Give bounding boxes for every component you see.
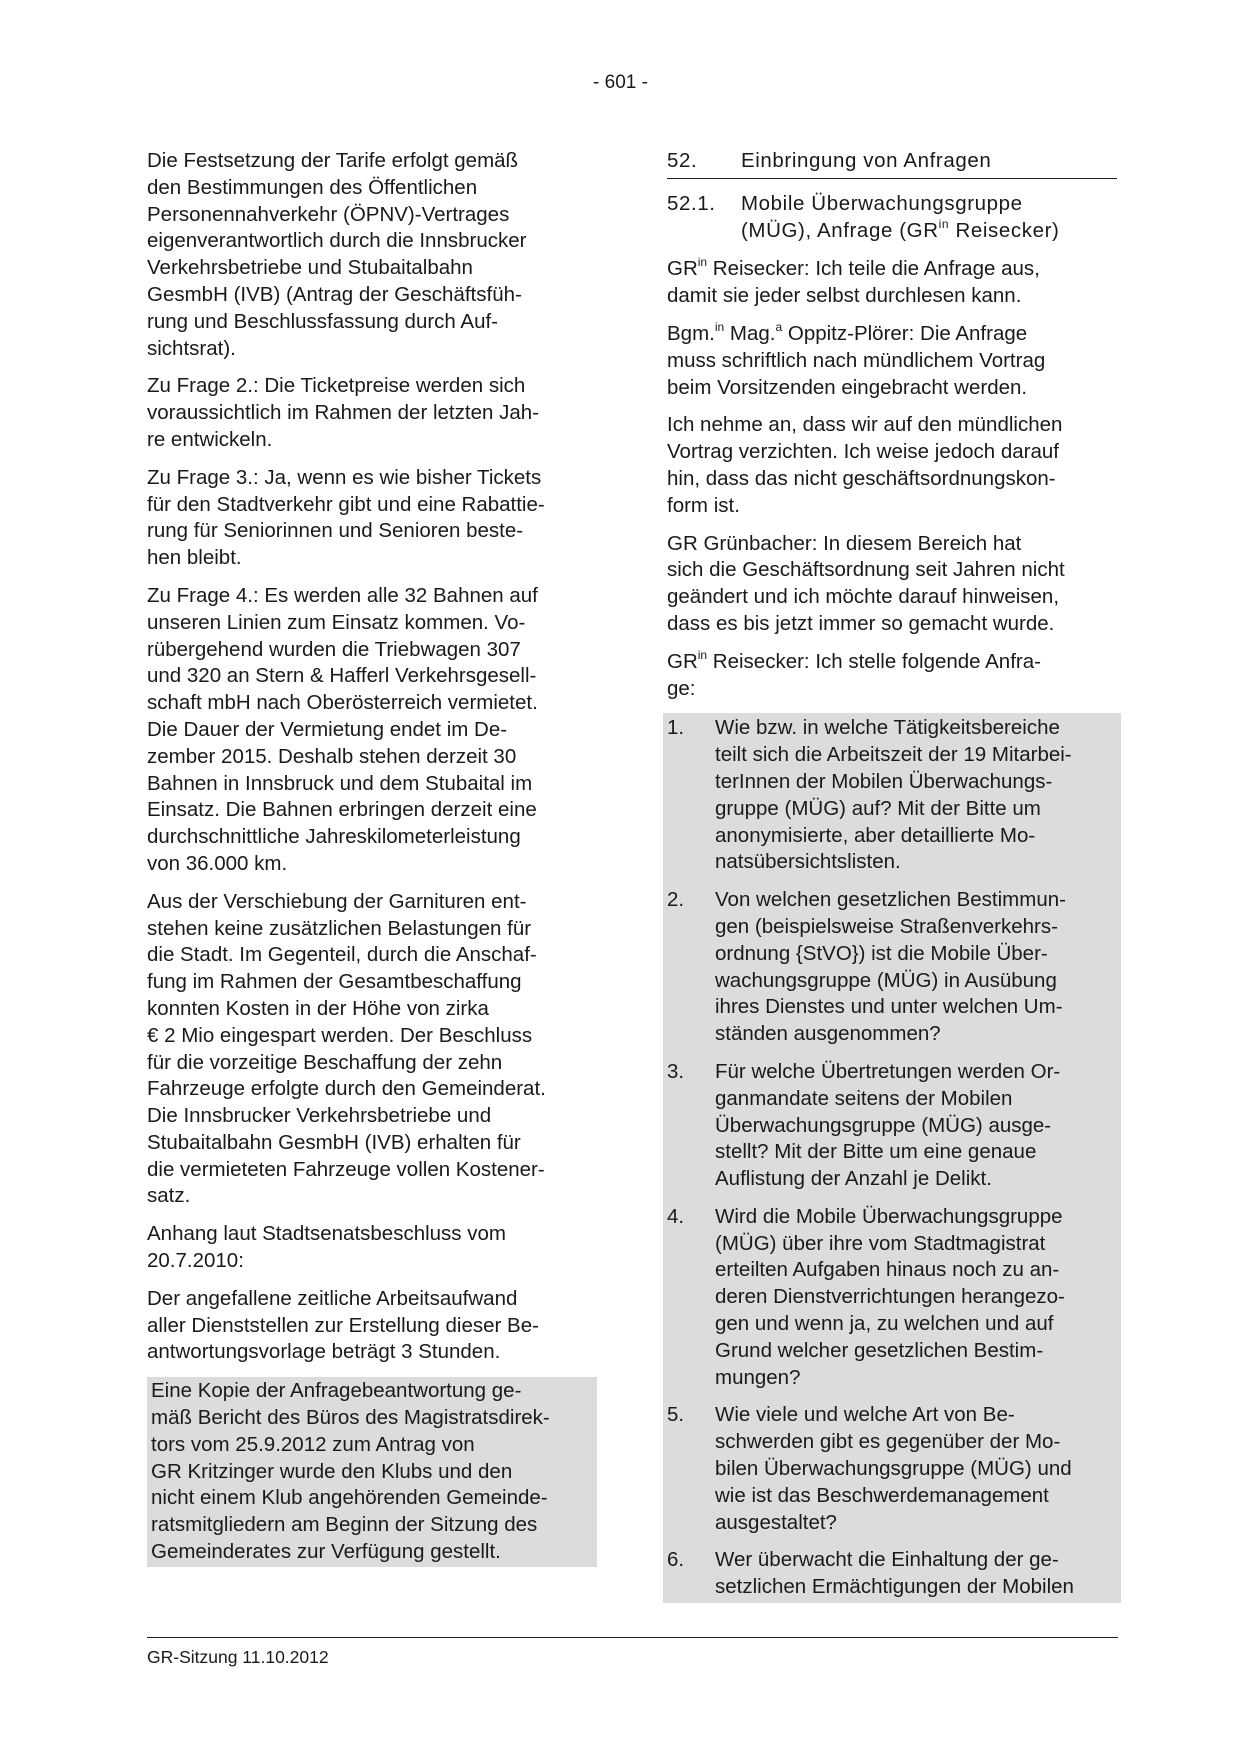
text-line: ratsmitgliedern am Beginn der Sitzung des [151,1513,538,1537]
list-item: 4. Wird die Mobile Überwachungsgruppe (MÜG) über ihre vom Stadtmagistrat erteilten Aufgaben hinaus noch zu an- deren Dienstverrichtungen herangezo- gen und wenn ja, zu welchen und auf Grund welcher gesetzlichen Bestim- mungen? [667,1204,1065,1389]
text-line: Die Dauer der Vermietung endet im De- [147,717,508,741]
text-line: ganmandate seitens der Mobilen [715,1086,1013,1110]
footer-divider [147,1637,1118,1638]
list-item: 6. Wer überwacht die Einhaltung der ge- setzlichen Ermächtigungen der Mobilen [667,1548,1074,1599]
text-line: € 2 Mio eingespart werden. Der Beschluss [147,1023,533,1047]
text-line: den Bestimmungen des Öffentlichen [147,175,478,199]
text-line: GR Grünbacher: In diesem Bereich hat [667,531,1022,555]
text-line: Stubaitalbahn GesmbH (IVB) erhalten für [147,1130,521,1154]
text-line: Vortrag verzichten. Ich weise jedoch darauf [667,440,1059,464]
paragraph-appendix [147,1221,597,1275]
text-line: Wird die Mobile Überwachungsgruppe [715,1204,1063,1228]
text-line: Die Festsetzung der Tarife erfolgt gemäß [147,149,519,172]
section-number: 52. [667,149,698,172]
text-line: Gemeinderates zur Verfügung gestellt. [151,1540,501,1564]
text-line: unseren Linien zum Einsatz kommen. Vo- [147,610,526,634]
text-line: dass es bis jetzt immer so gemacht wurde. [667,611,1055,635]
text-line: Grund welcher gesetzlichen Bestim- [715,1338,1044,1362]
text-line: Verkehrsbetriebe und Stubaitalbahn [147,256,473,280]
subsection-heading [667,191,1117,245]
paragraph-question-3 [147,465,597,572]
text-line: terInnen der Mobilen Überwachungs- [715,769,1053,793]
text-line: setzlichen Ermächtigungen der Mobilen [715,1575,1074,1599]
text-line: GesmbH (IVB) (Antrag der Geschäftsfüh- [147,282,522,306]
paragraph-mayor: Bgm.$^{in}$ Mag.$^a$ Oppitz-Plörer: Die Anfrage muss schriftlich nach mündlichem Vortrag beim Vorsitzenden eingebracht werden. [667,319,1046,399]
text-line: schwerden gibt es gegenüber der Mo- [715,1430,1061,1454]
subsection-title: Mobile Überwachungsgruppe (MÜG), Anfrage ($GR^{in}$ Reisecker) [741,191,1060,242]
text-line: sich die Geschäftsordnung seit Jahren nicht [667,558,1065,582]
text-line: Zu Frage 4.: Es werden alle 32 Bahnen auf [147,583,538,607]
text-line: Von welchen gesetzlichen Bestimmun- [715,888,1066,912]
page-number: - 601 - [593,72,648,93]
paragraph-oral-presentation [667,412,1117,519]
text-line: Aus der Verschiebung der Garnituren ent- [147,889,527,913]
text-line: Für welche Übertretungen werden Or- [715,1059,1061,1083]
text-line: Auflistung der Anzahl je Delikt. [715,1167,992,1191]
text-line: Wie bzw. in welche Tätigkeitsbereiche [715,716,1060,740]
text-line: Personennahverkehr (ÖPNV)-Vertrages [147,202,510,226]
section-heading [667,148,1117,179]
text-line: gen und wenn ja, zu welchen und auf [715,1312,1054,1336]
text-line: rung für Seniorinnen und Senioren beste- [147,519,524,543]
text-line: gruppe (MÜG) auf? Mit der Bitte um [715,796,1041,820]
question-list [663,713,1121,1603]
text-line: Bahnen in Innsbruck und dem Stubaital im [147,771,533,795]
text-line: Wer überwacht die Einhaltung der ge- [715,1548,1059,1572]
paragraph-reisecker-1: $GR^{in}$ Reisecker: Ich teile die Anfrage aus, damit sie jeder selbst durchlesen kann. [667,255,1040,308]
text-line: nicht einem Klub angehörenden Gemeinde- [151,1486,548,1510]
paragraph-relocation [147,889,597,1211]
list-item: 1. Wie bzw. in welche Tätigkeitsbereiche teilt sich die Arbeitszeit der 19 Mitarbei- terInnen der Mobilen Überwachungs- gruppe (MÜG) auf? Mit der Bitte um anonymisierte, aber detaillierte Mo- natsübersichtslisten. [667,716,1072,874]
text-line: die vermieteten Fahrzeuge vollen Kostener- [147,1157,545,1181]
text-line: Der angefallene zeitliche Arbeitsaufwand [147,1286,518,1310]
paragraph-copy-notice [147,1377,597,1567]
text-line: stehen keine zusätzlichen Belastungen für [147,916,532,940]
paragraph-workload [147,1286,597,1366]
text-line: hin, dass das nicht geschäftsordnungskon- [667,466,1056,490]
text-line: re entwickeln. [147,427,273,451]
text-line: tors vom 25.9.2012 zum Antrag von [151,1432,475,1456]
paragraph-question-4 [147,583,597,878]
text-line: Überwachungsgruppe (MÜG) ausge- [715,1113,1052,1137]
paragraph-reisecker-2: $GR^{in}$ Reisecker: Ich stelle folgende Anfra- ge: [667,647,1041,700]
footer-session-date: GR-Sitzung 11.10.2012 [147,1647,329,1667]
right-column [667,148,1117,1603]
text-line: deren Dienstverrichtungen herangezo- [715,1285,1065,1309]
text-line: mungen? [715,1365,801,1389]
text-line: für den Stadtverkehr gibt und eine Rabattie- [147,492,545,516]
text-line: natsübersichtslisten. [715,850,901,874]
text-line: Zu Frage 3.: Ja, wenn es wie bisher Tickets [147,465,542,489]
text-line: geändert und ich möchte darauf hinweisen, [667,585,1060,609]
text-line: eigenverantwortlich durch die Innsbrucker [147,229,527,253]
text-line: mäß Bericht des Büros des Magistratsdirek- [151,1406,550,1430]
left-column [147,148,597,1578]
text-line: Eine Kopie der Anfragebeantwortung ge- [151,1379,522,1403]
text-line: Anhang laut Stadtsenatsbeschluss vom [147,1222,506,1246]
list-item: 3. Für welche Übertretungen werden Or- ganmandate seitens der Mobilen Überwachungsgruppe (MÜG) ausge- stellt? Mit der Bitte um eine genaue Auflistung der Anzahl je Delikt. [667,1059,1061,1191]
section-title: Einbringung von Anfragen [741,149,992,172]
text-line: satz. [147,1184,191,1208]
text-line: Die Innsbrucker Verkehrsbetriebe und [147,1104,492,1128]
text-line: form ist. [667,493,740,517]
text-line: wachungsgruppe (MÜG) in Ausübung [715,968,1057,992]
text-line: zember 2015. Deshalb stehen derzeit 30 [147,744,517,768]
paragraph-question-2 [147,373,597,453]
text-line: stellt? Mit der Bitte um eine genaue [715,1140,1037,1164]
text-line: schaft mbH nach Oberösterreich vermietet. [147,691,538,715]
text-line: 20.7.2010: [147,1249,244,1273]
text-line: (MÜG) über ihre vom Stadtmagistrat [715,1231,1046,1255]
text-line: ordnung {StVO}) ist die Mobile Über- [715,941,1048,965]
text-line: Fahrzeuge erfolgte durch den Gemeinderat. [147,1077,546,1101]
text-line: von 36.000 km. [147,851,288,875]
text-line: für die vorzeitige Beschaffung der zehn [147,1050,503,1074]
text-line: gen (beispielsweise Straßenverkehrs- [715,914,1058,938]
text-line: Einsatz. Die Bahnen erbringen derzeit eine [147,798,537,822]
subsection-number: 52.1. [667,191,716,215]
text-line: voraussichtlich im Rahmen der letzten Jah- [147,401,539,425]
text-line: ausgestaltet? [715,1510,837,1534]
text-line: rung und Beschlussfassung durch Auf- [147,309,498,333]
text-line: wie ist das Beschwerdemanagement [715,1483,1049,1507]
paragraph-tariffs [147,148,597,362]
text-line: die Stadt. Im Gegenteil, durch die Anschaf- [147,943,537,967]
text-line: GR Kritzinger wurde den Klubs und den [151,1459,513,1483]
text-line: bilen Überwachungsgruppe (MÜG) und [715,1457,1072,1481]
list-item: 2. Von welchen gesetzlichen Bestimmun- gen (beispielsweise Straßenverkehrs- ordnung {StVO}) ist die Mobile Über- wachungsgruppe (MÜG) in Ausübung ihres Dienstes und unter welchen Um- ständen ausgenommen? [667,888,1066,1046]
list-item: 5. Wie viele und welche Art von Be- schwerden gibt es gegenüber der Mo- bilen Überwachungsgruppe (MÜG) und wie ist das Beschwerdemanagement ausgestaltet? [667,1403,1072,1534]
text-line: fung im Rahmen der Gesamtbeschaffung [147,970,522,994]
text-line: Zu Frage 2.: Die Ticketpreise werden sich [147,374,526,398]
text-line: ständen ausgenommen? [715,1022,941,1046]
text-line: konnten Kosten in der Höhe von zirka [147,996,489,1020]
paragraph-gruenbacher [667,531,1117,638]
text-line: antwortungsvorlage beträgt 3 Stunden. [147,1340,501,1364]
text-line: Wie viele und welche Art von Be- [715,1403,1015,1427]
text-line: Ich nehme an, dass wir auf den mündlichen [667,413,1063,437]
text-line: anonymisierte, aber detaillierte Mo- [715,823,1036,847]
text-line: aller Dienststellen zur Erstellung dieser Be- [147,1313,539,1337]
text-line: teilt sich die Arbeitszeit der 19 Mitarbei- [715,743,1072,767]
text-line: durchschnittliche Jahreskilometerleistung [147,825,521,849]
text-line: erteilten Aufgaben hinaus noch zu an- [715,1258,1060,1282]
text-line: und 320 an Stern & Hafferl Verkehrsgesell- [147,664,537,688]
text-line: ihres Dienstes und unter welchen Um- [715,995,1063,1019]
text-line: hen bleibt. [147,546,242,570]
text-line: rübergehend wurden die Triebwagen 307 [147,637,521,661]
text-line: sichtsrat). [147,336,236,360]
